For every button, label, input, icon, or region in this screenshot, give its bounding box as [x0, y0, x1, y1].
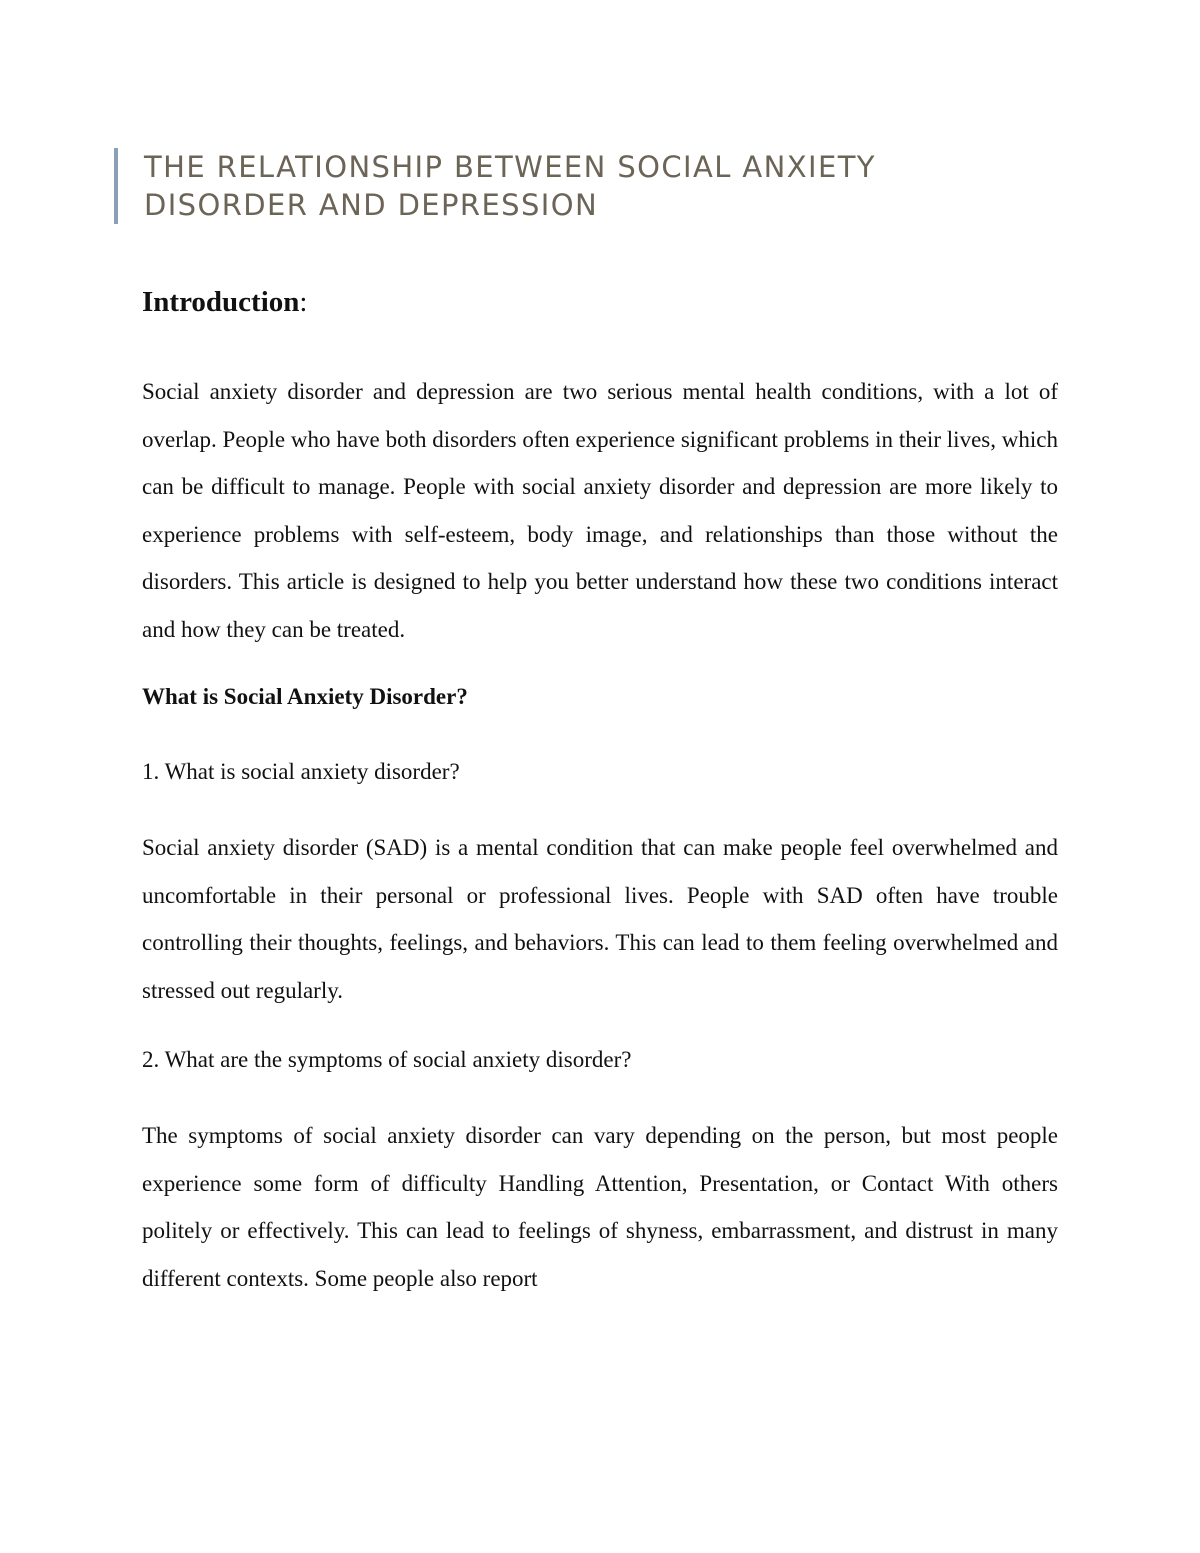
title-line-2: DISORDER AND DEPRESSION [144, 188, 599, 222]
question-2: 2. What are the symptoms of social anxiety disorder? [142, 1047, 632, 1072]
answer-1-paragraph: Social anxiety disorder (SAD) is a mental condition that can make people feel overwhelmed and uncomfortable in their personal or professional lives. People with SAD often have trouble controlling their thoughts, feelings, and behaviors. This can lead to them feeling overwhelmed and stressed out regularly. [142, 835, 1058, 1003]
introduction-heading-text: Introduction [142, 286, 300, 318]
document-body [142, 282, 1058, 1302]
answer-2-paragraph: The symptoms of social anxiety disorder can vary depending on the person, but most people experience some form of difficulty Handling Attention, Presentation, or Contact With others politely or effectively. This can lead to feelings of shyness, embarrassment, and distrust in many different contexts. Some people also report [142, 1123, 1058, 1291]
section-heading: What is Social Anxiety Disorder? [142, 684, 468, 709]
title-line-1: THE RELATIONSHIP BETWEEN SOCIAL ANXIETY [144, 150, 876, 184]
introduction-paragraph: Social anxiety disorder and depression are two serious mental health conditions, with a lot of overlap. People who have both disorders often experience significant problems in their lives, which can be difficult to manage. People with social anxiety disorder and depression are more likely to experience problems with self-esteem, body image, and relationships than those without the disorders. This article is designed to help you better understand how these two conditions interact and how they can be treated. [142, 379, 1058, 642]
introduction-heading-colon: : [299, 286, 308, 318]
question-1: 1. What is social anxiety disorder? [142, 759, 460, 784]
introduction-heading [142, 282, 1058, 322]
document-title [114, 148, 964, 224]
